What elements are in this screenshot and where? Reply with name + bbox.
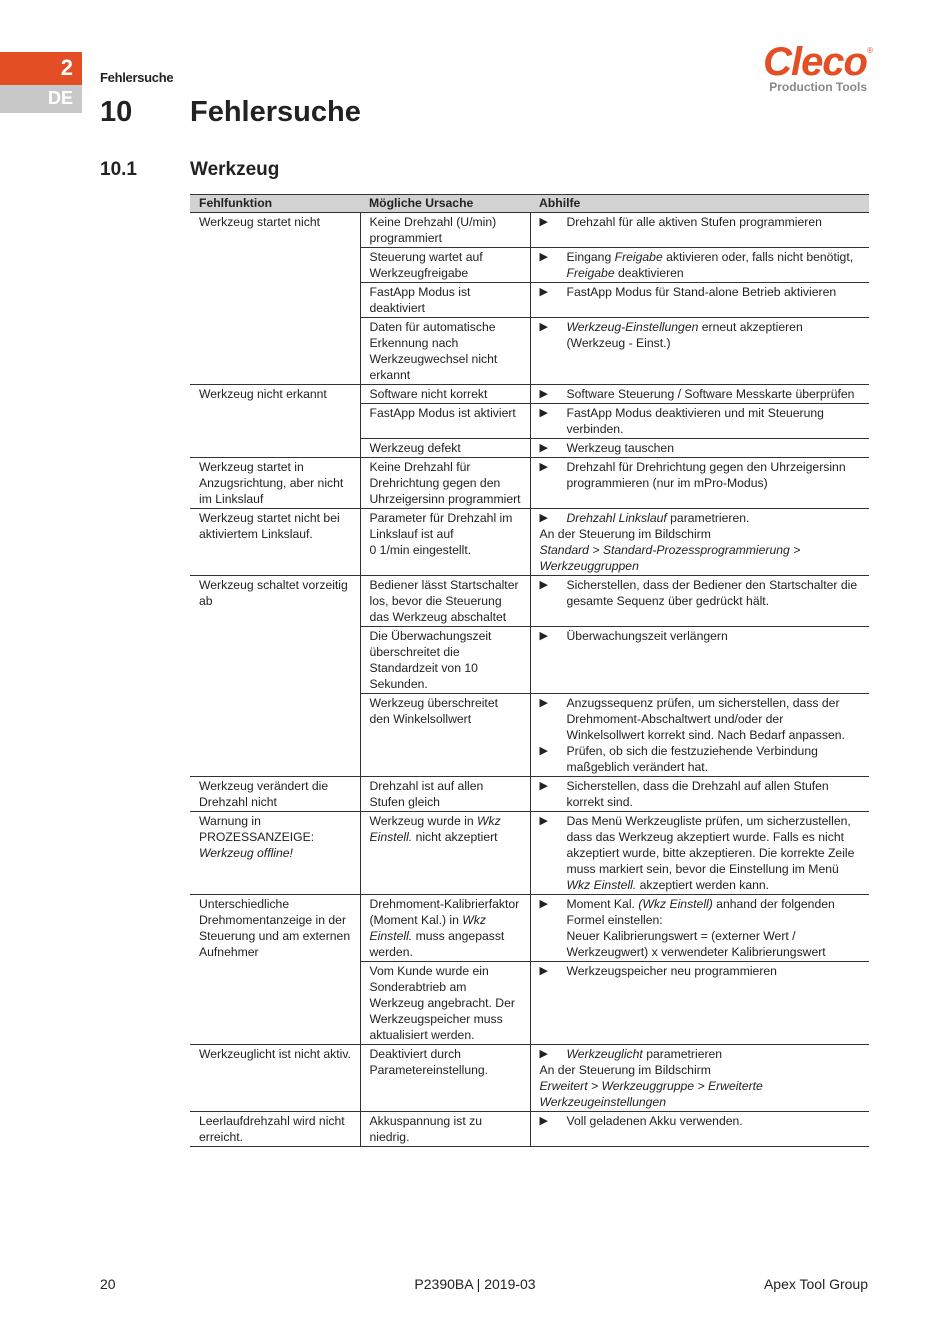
remedy-cell bbox=[530, 283, 869, 318]
remedy-text: FastApp Modus für Stand-alone Betrieb aktivieren bbox=[566, 285, 837, 299]
cause-cell: Werkzeug defekt bbox=[360, 439, 530, 458]
cause-cell: Akkuspannung ist zu niedrig. bbox=[360, 1112, 530, 1147]
malfunction-cell: Werkzeug nicht erkannt bbox=[190, 385, 360, 458]
table-row bbox=[190, 777, 869, 812]
remedy-text: Werkzeug tauschen bbox=[566, 441, 674, 455]
remedy-cell bbox=[530, 627, 869, 694]
remedy-text: Software Steuerung / Software Messkarte überprüfen bbox=[566, 387, 855, 401]
cause-cell: Drehzahl ist auf allen Stufen gleich bbox=[360, 777, 530, 812]
remedy-text: Voll geladenen Akku verwenden. bbox=[566, 1114, 743, 1128]
table-row bbox=[190, 812, 869, 895]
remedy-text: Werkzeugspeicher neu programmieren bbox=[566, 964, 777, 978]
malfunction-cell: Werkzeug startet nicht bbox=[190, 213, 360, 385]
remedy-text: Werkzeuglicht parametrieren bbox=[566, 1047, 723, 1061]
remedy-bullet bbox=[540, 319, 864, 351]
remedy-bullet bbox=[540, 628, 864, 644]
remedy-bullet bbox=[540, 896, 864, 960]
remedy-cell bbox=[530, 1112, 869, 1147]
remedy-text: Standard > Standard-Prozessprogrammierung > Werkzeuggruppen bbox=[539, 543, 801, 573]
company-name: Apex Tool Group bbox=[763, 1276, 868, 1292]
table-row bbox=[190, 576, 869, 627]
table-row bbox=[190, 509, 869, 576]
section-heading-title: Werkzeug bbox=[190, 159, 280, 180]
arrow-bullet-icon: ▶ bbox=[539, 780, 548, 792]
chapter-heading-number: 10 bbox=[100, 96, 133, 128]
remedy-text: Werkzeug-Einstellungen erneut akzeptieren (Werkzeug - Einst.) bbox=[566, 320, 803, 350]
cause-cell: Keine Drehzahl für Drehrichtung gegen den Uhrzeigersinn programmiert bbox=[360, 458, 530, 509]
remedy-bullet bbox=[540, 1046, 864, 1062]
cause-cell: Die Überwachungszeit überschreitet die Standardzeit von 10 Sekunden. bbox=[360, 627, 530, 694]
page-number: 20 bbox=[100, 1276, 116, 1292]
troubleshooting-table bbox=[190, 194, 869, 1147]
malfunction-cell: Leerlaufdrehzahl wird nicht erreicht. bbox=[190, 1112, 360, 1147]
section-heading-number: 10.1 bbox=[100, 159, 137, 180]
remedy-text: An der Steuerung im Bildschirm bbox=[539, 527, 711, 541]
arrow-bullet-icon: ▶ bbox=[539, 251, 548, 263]
cause-cell: Parameter für Drehzahl im Linkslauf ist auf 0 1/min eingestellt. bbox=[360, 509, 530, 576]
arrow-bullet-icon: ▶ bbox=[539, 512, 548, 524]
remedy-text: Moment Kal. (Wkz Einstell) anhand der folgenden Formel einstellen: Neuer Kalibrierungswert = (externer Wert / Werkzeugwert) x verwendeter Kalibrierungswert bbox=[566, 897, 835, 959]
remedy-bullet bbox=[540, 1113, 864, 1129]
arrow-bullet-icon: ▶ bbox=[539, 965, 548, 977]
logo-registered-mark: ® bbox=[867, 46, 873, 55]
remedy-cell bbox=[530, 458, 869, 509]
remedy-cell bbox=[530, 812, 869, 895]
remedy-text: Anzugssequenz prüfen, um sicherstellen, dass der Drehmoment-Abschaltwert und/oder der Winkelsollwert korrekt sind. Nach Bedarf anpassen. bbox=[566, 696, 845, 742]
remedy-bullet bbox=[540, 743, 864, 775]
cause-cell: Deaktiviert durch Parametereinstellung. bbox=[360, 1045, 530, 1112]
remedy-bullet bbox=[540, 695, 864, 743]
column-header: Mögliche Ursache bbox=[360, 195, 530, 213]
column-header: Abhilfe bbox=[530, 195, 869, 213]
chapter-number: 2 bbox=[60, 55, 73, 80]
remedy-bullet bbox=[540, 249, 864, 281]
arrow-bullet-icon: ▶ bbox=[539, 697, 548, 709]
chapter-tab bbox=[0, 52, 82, 85]
malfunction-cell: Werkzeug startet in Anzugsrichtung, aber nicht im Linkslauf bbox=[190, 458, 360, 509]
arrow-bullet-icon: ▶ bbox=[539, 286, 548, 298]
cause-cell: Werkzeug wurde in Wkz Einstell. nicht akzeptiert bbox=[360, 812, 530, 895]
cause-cell: Keine Drehzahl (U/min) programmiert bbox=[360, 213, 530, 248]
arrow-bullet-icon: ▶ bbox=[539, 579, 548, 591]
arrow-bullet-icon: ▶ bbox=[539, 442, 548, 454]
table-row bbox=[190, 895, 869, 962]
malfunction-cell: Werkzeug startet nicht bei aktiviertem Linkslauf. bbox=[190, 509, 360, 576]
logo-word: Cleco bbox=[763, 40, 867, 84]
remedy-text: Sicherstellen, dass der Bediener den Startschalter die gesamte Sequenz über gedrückt hält. bbox=[566, 578, 858, 608]
remedy-bullet bbox=[540, 405, 864, 437]
remedy-cell bbox=[530, 895, 869, 962]
remedy-bullet bbox=[540, 459, 864, 491]
language-tab bbox=[0, 85, 82, 113]
arrow-bullet-icon: ▶ bbox=[539, 1115, 548, 1127]
remedy-bullet bbox=[540, 778, 864, 810]
remedy-bullet bbox=[540, 386, 864, 402]
cause-cell: Drehmoment-Kalibrierfaktor (Moment Kal.) in Wkz Einstell. muss angepasst werden. bbox=[360, 895, 530, 962]
remedy-cell bbox=[530, 509, 869, 576]
table-row bbox=[190, 1112, 869, 1147]
remedy-text: FastApp Modus deaktivieren und mit Steuerung verbinden. bbox=[566, 406, 824, 436]
cause-cell: Software nicht korrekt bbox=[360, 385, 530, 404]
cause-cell: Werkzeug überschreitet den Winkelsollwert bbox=[360, 694, 530, 777]
arrow-bullet-icon: ▶ bbox=[539, 321, 548, 333]
cause-cell: FastApp Modus ist deaktiviert bbox=[360, 283, 530, 318]
remedy-text: Erweitert > Werkzeuggruppe > Erweiterte Werkzeugeinstellungen bbox=[539, 1079, 763, 1109]
remedy-bullet bbox=[540, 440, 864, 456]
remedy-bullet bbox=[540, 963, 864, 979]
remedy-text: An der Steuerung im Bildschirm bbox=[539, 1063, 711, 1077]
chapter-heading-title: Fehlersuche bbox=[190, 96, 361, 128]
remedy-cell bbox=[530, 318, 869, 385]
cause-cell: Daten für automatische Erkennung nach Werkzeugwechsel nicht erkannt bbox=[360, 318, 530, 385]
cause-cell: Steuerung wartet auf Werkzeugfreigabe bbox=[360, 248, 530, 283]
column-header: Fehlfunktion bbox=[190, 195, 360, 213]
cause-cell: Bediener lässt Startschalter los, bevor die Steuerung das Werkzeug abschaltet bbox=[360, 576, 530, 627]
malfunction-cell: Unterschiedliche Drehmomentanzeige in der Steuerung und am externen Aufnehmer bbox=[190, 895, 360, 1045]
malfunction-cell: Werkzeuglicht ist nicht aktiv. bbox=[190, 1045, 360, 1112]
remedy-cell bbox=[530, 439, 869, 458]
running-header: Fehlersuche bbox=[100, 70, 174, 85]
cleco-logo bbox=[763, 40, 873, 94]
remedy-text: Überwachungszeit verlängern bbox=[566, 629, 728, 643]
remedy-cell bbox=[530, 248, 869, 283]
table-header-row bbox=[190, 195, 869, 213]
arrow-bullet-icon: ▶ bbox=[539, 407, 548, 419]
remedy-cell bbox=[530, 962, 869, 1045]
table-body bbox=[190, 213, 869, 1147]
remedy-bullet bbox=[540, 214, 864, 230]
malfunction-cell: Werkzeug verändert die Drehzahl nicht bbox=[190, 777, 360, 812]
arrow-bullet-icon: ▶ bbox=[539, 388, 548, 400]
remedy-text: Das Menü Werkzeugliste prüfen, um sicherzustellen, dass das Werkzeug akzeptiert wurde. Falls es nicht akzeptiert wurde, bitte akzeptieren. Die korrekte Zeile muss markiert sein, bevor die Einstellung im Menü Wkz Einstell. akzeptiert werden kann. bbox=[566, 814, 855, 892]
arrow-bullet-icon: ▶ bbox=[539, 1048, 548, 1060]
cause-cell: Vom Kunde wurde ein Sonderabtrieb am Werkzeug angebracht. Der Werkzeugspeicher muss aktualisiert werden. bbox=[360, 962, 530, 1045]
remedy-bullet bbox=[540, 813, 864, 893]
remedy-cell bbox=[530, 694, 869, 777]
table-row bbox=[190, 385, 869, 404]
remedy-text: Drehzahl für Drehrichtung gegen den Uhrzeigersinn programmieren (nur im mPro-Modus) bbox=[566, 460, 846, 490]
language-code: DE bbox=[47, 88, 73, 108]
logo-subtitle: Production Tools bbox=[769, 80, 867, 94]
remedy-cell bbox=[530, 213, 869, 248]
arrow-bullet-icon: ▶ bbox=[539, 815, 548, 827]
remedy-cell bbox=[530, 404, 869, 439]
cause-cell: FastApp Modus ist aktiviert bbox=[360, 404, 530, 439]
remedy-cell bbox=[530, 576, 869, 627]
arrow-bullet-icon: ▶ bbox=[539, 898, 548, 910]
remedy-text: Prüfen, ob sich die festzuziehende Verbindung maßgeblich verändert hat. bbox=[566, 744, 818, 774]
remedy-cell bbox=[530, 1045, 869, 1112]
remedy-bullet bbox=[540, 284, 864, 300]
remedy-cell bbox=[530, 777, 869, 812]
malfunction-cell: Werkzeug schaltet vorzeitig ab bbox=[190, 576, 360, 777]
document-id: P2390BA | 2019-03 bbox=[414, 1276, 536, 1292]
remedy-text: Drehzahl Linkslauf parametrieren. bbox=[566, 511, 750, 525]
remedy-bullet bbox=[540, 577, 864, 609]
arrow-bullet-icon: ▶ bbox=[539, 745, 548, 757]
table-row bbox=[190, 213, 869, 248]
remedy-bullet bbox=[540, 510, 864, 526]
arrow-bullet-icon: ▶ bbox=[539, 461, 548, 473]
remedy-text: Sicherstellen, dass die Drehzahl auf allen Stufen korrekt sind. bbox=[566, 779, 829, 809]
remedy-text: Drehzahl für alle aktiven Stufen programmieren bbox=[566, 215, 822, 229]
arrow-bullet-icon: ▶ bbox=[539, 630, 548, 642]
malfunction-cell: Warnung in PROZESSANZEIGE: Werkzeug offline! bbox=[190, 812, 360, 895]
remedy-cell bbox=[530, 385, 869, 404]
table-row bbox=[190, 1045, 869, 1112]
table-row bbox=[190, 458, 869, 509]
remedy-text: Eingang Freigabe aktivieren oder, falls nicht benötigt, Freigabe deaktivieren bbox=[566, 250, 854, 280]
arrow-bullet-icon: ▶ bbox=[539, 216, 548, 228]
